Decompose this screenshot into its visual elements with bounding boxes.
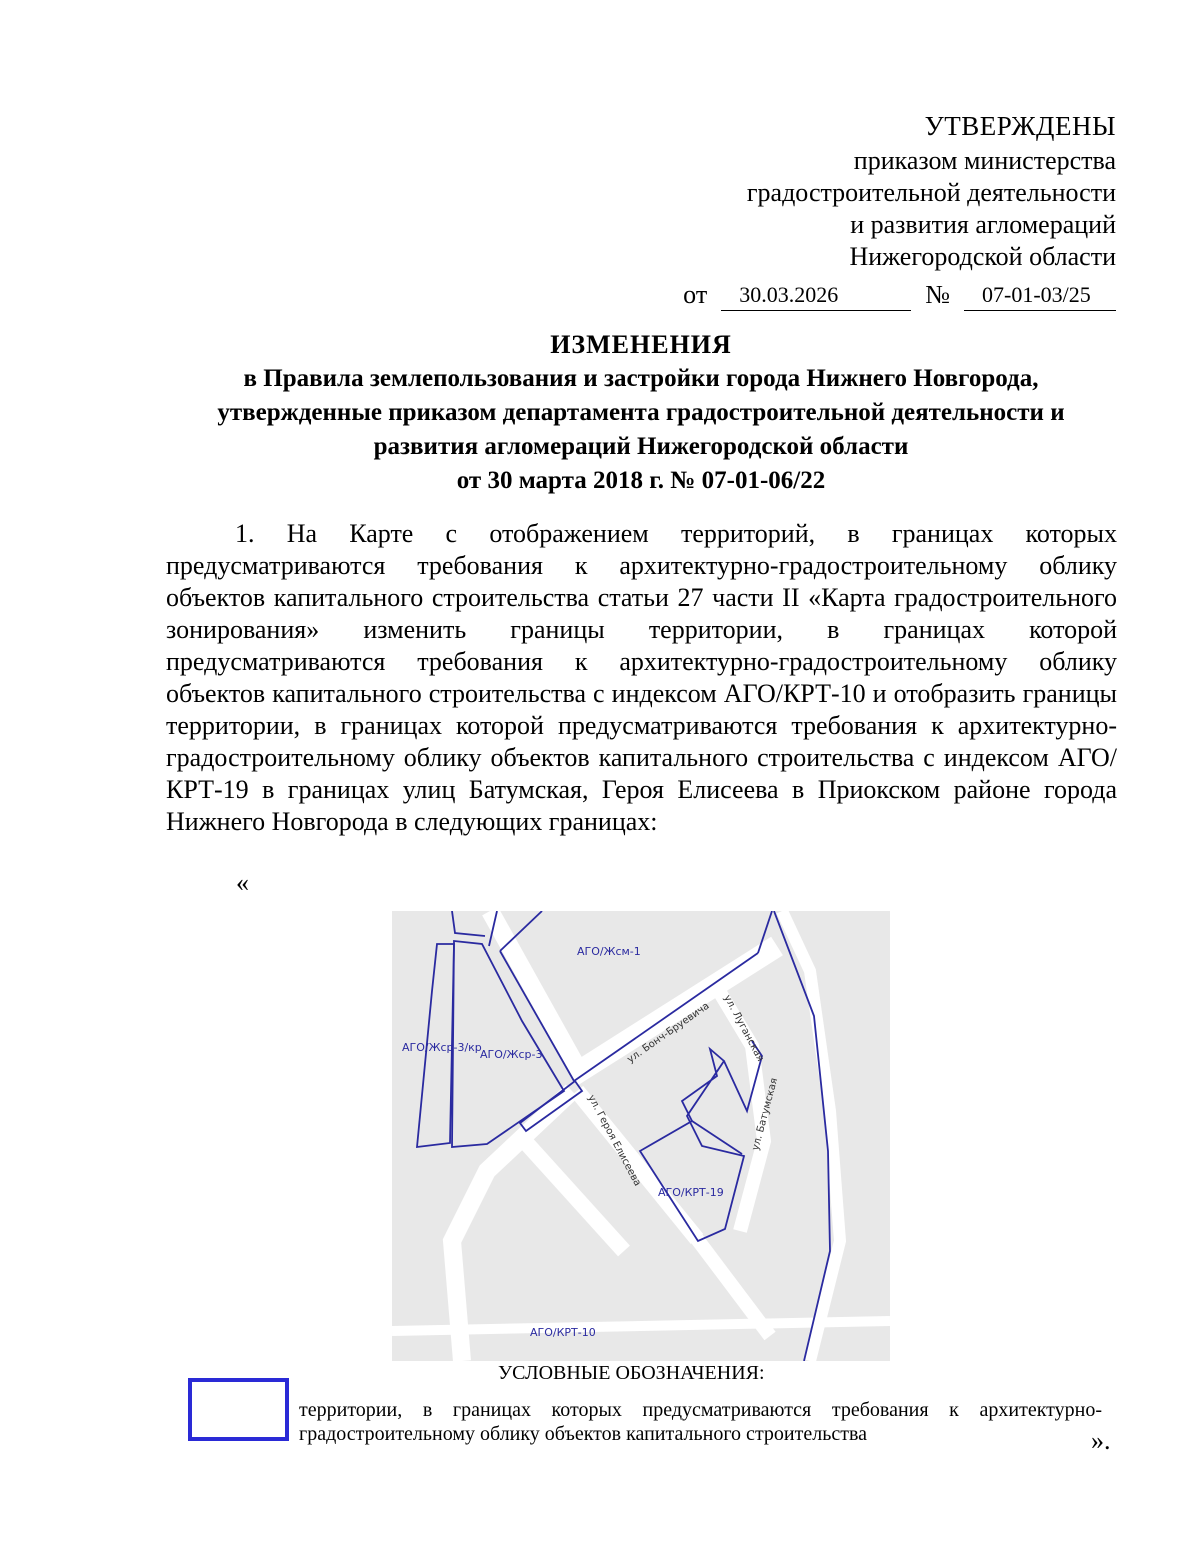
approval-line: градостроительной деятельности xyxy=(746,178,1116,207)
date-value: 30.03.2026 xyxy=(739,282,839,307)
legend-text: территории, в границах которых предусматриваются требования к архитектурно-градостроительному облику объектов капитального строительства xyxy=(299,1399,1102,1445)
label-zhsr3: АГО/Жср-3 xyxy=(480,1048,543,1061)
heading-title: ИЗМЕНЕНИЯ xyxy=(550,330,732,359)
date-field xyxy=(721,282,911,311)
legend-title: УСЛОВНЫЕ ОБОЗНАЧЕНИЯ: xyxy=(498,1362,765,1384)
label-zhsm1: АГО/Жсм-1 xyxy=(577,945,641,958)
number-prefix: № xyxy=(925,280,950,309)
label-krt19: АГО/КРТ-19 xyxy=(658,1186,724,1199)
street-label-lugan: ул. Луганская xyxy=(721,993,766,1064)
street-label-batum: ул. Батумская xyxy=(750,1076,781,1152)
approval-line: Нижегородской области xyxy=(849,242,1116,271)
date-prefix: от xyxy=(683,280,708,309)
quote-open: « xyxy=(236,868,249,897)
zoning-map xyxy=(392,911,890,1361)
approval-line: приказом министерства xyxy=(853,146,1116,175)
legend-symbol xyxy=(188,1378,289,1441)
heading-line: утвержденные приказом департамента градостроительной деятельности и xyxy=(217,399,1065,426)
number-field xyxy=(964,282,1116,311)
approval-date-line xyxy=(683,279,1116,311)
document-heading xyxy=(160,328,1122,498)
street-label-eliseeva: ул. Героя Елисеева xyxy=(585,1093,643,1189)
label-zhsr3kr: АГО/Жср-3/кр xyxy=(402,1041,482,1054)
approval-line: и развития агломераций xyxy=(850,210,1116,239)
quote-close: ». xyxy=(1091,1426,1111,1455)
label-krt10: АГО/КРТ-10 xyxy=(530,1326,596,1339)
body-paragraph: 1. На Карте с отображением территорий, в границах которых предусматриваются требования к архитектурно-градостроительному облику объектов капитального строительства статьи 27 части II «Карта градостроительного зонирования» изменить границы территории, в границах которой предусматриваются требования к архитектурно-градостроительному облику объектов капитального строительства с индексом АГО/КРТ-10 и отобразить границы территории, в границах которой предусматриваются требования к архитектурно-градостроительному облику объектов капитального строительства с индексом АГО/КРТ-19 в границах улиц Батумская, Героя Елисеева в Приокском районе города Нижнего Новгорода в следующих границах: xyxy=(166,519,1117,836)
approval-title: УТВЕРЖДЕНЫ xyxy=(924,111,1116,141)
number-value: 07-01-03/25 xyxy=(982,282,1091,307)
heading-line: от 30 марта 2018 г. № 07-01-06/22 xyxy=(456,467,826,494)
street-label-bonch: ул. Бонч-Бруевича xyxy=(625,1000,712,1066)
heading-line: в Правила землепользования и застройки города Нижнего Новгорода, xyxy=(243,365,1039,392)
heading-line: развития агломераций Нижегородской области xyxy=(373,433,909,460)
approval-block xyxy=(683,110,1116,311)
